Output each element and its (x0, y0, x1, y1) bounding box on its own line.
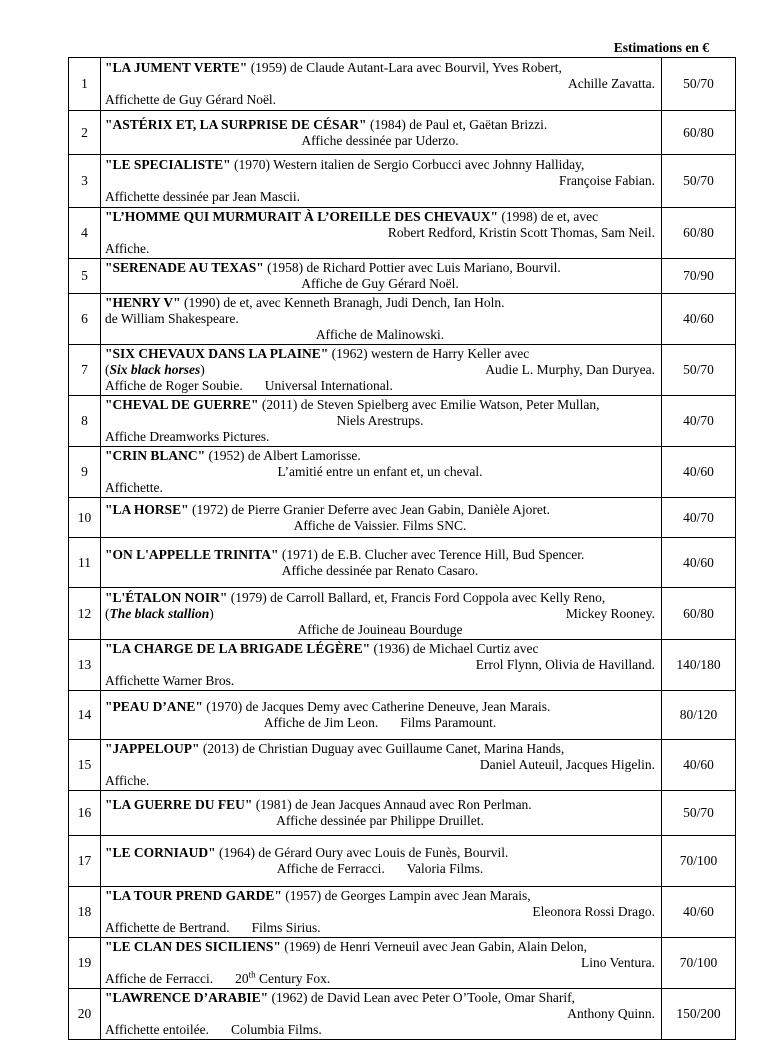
lot-line-2 (105, 362, 655, 378)
lot-line-2 (105, 657, 655, 673)
lot-number: 2 (69, 111, 101, 155)
film-details: (1936) de Michael Curtiz avec (370, 641, 539, 656)
lot-line-1 (105, 295, 655, 311)
lot-number: 12 (69, 588, 101, 640)
lot-line-1 (105, 209, 655, 225)
lot-line-2-text: Affiche dessinée par Renato Casaro. (281, 562, 479, 578)
film-title: "LAWRENCE D’ARABIE" (105, 990, 269, 1005)
lot-line-2-text: Achille Zavatta. (568, 76, 655, 91)
film-details: (1959) de Claude Autant-Lara avec Bourvil, Yves Robert, (247, 60, 562, 75)
lot-line-2-text: Errol Flynn, Olivia de Havilland. (475, 657, 655, 672)
lot-line-2 (105, 1006, 655, 1022)
film-title: "LA HORSE" (105, 501, 189, 517)
lot-line-3 (105, 480, 655, 496)
lot-number: 1 (69, 58, 101, 111)
lot-description (101, 447, 662, 498)
lot-row (69, 691, 736, 740)
lot-description (101, 396, 662, 447)
lot-estimate: 70/100 (662, 938, 736, 989)
lot-line-2 (105, 76, 655, 92)
film-details: (1970) Western italien de Sergio Corbucci avec Johnny Halliday, (230, 157, 585, 172)
lot-line-2-text: Affiche dessinée par Philippe Druillet. (276, 813, 484, 828)
lot-line-2-text: Robert Redford, Kristin Scott Thomas, Sam Neil. (387, 225, 655, 240)
superscript: th (248, 969, 256, 980)
lot-estimate: 40/70 (662, 498, 736, 538)
poster-info: Affichette de Guy Gérard Noël. (105, 92, 277, 107)
lot-line-1 (105, 157, 655, 173)
lot-number: 8 (69, 396, 101, 447)
film-title: "LE CLAN DES SICILIENS" (105, 939, 281, 954)
lot-row (69, 538, 736, 588)
lot-line-3 (105, 189, 655, 205)
lot-number: 9 (69, 447, 101, 498)
lot-row (69, 740, 736, 791)
lot-line-3 (105, 622, 655, 638)
lot-row (69, 155, 736, 208)
lot-line-1 (105, 699, 655, 715)
lot-number: 10 (69, 498, 101, 538)
lot-line-2-text: Eleonora Rossi Drago. (532, 904, 655, 919)
lot-line-2-text: Anthony Quinn. (567, 1006, 655, 1021)
film-details: (1979) de Carroll Ballard, et, Francis Ford Coppola avec Kelly Reno, (227, 589, 606, 605)
lot-line-2 (105, 464, 655, 480)
lot-estimate: 50/70 (662, 155, 736, 208)
lot-line-1 (105, 797, 655, 813)
lot-number: 4 (69, 208, 101, 259)
lot-line-1 (105, 990, 655, 1006)
film-title: "HENRY V" (105, 295, 181, 310)
lots-table-body (69, 58, 736, 1040)
lot-line-1 (105, 117, 655, 133)
film-details: (1952) de Albert Lamorisse. (205, 448, 361, 463)
lot-line-1 (105, 547, 655, 563)
original-title-text: The black stallion (109, 605, 210, 621)
lot-row (69, 345, 736, 396)
lot-line-1 (105, 888, 655, 904)
lot-estimate: 40/60 (662, 447, 736, 498)
lot-row (69, 396, 736, 447)
poster-info: Affichette. (105, 480, 163, 495)
lot-description (101, 58, 662, 111)
lot-number: 14 (69, 691, 101, 740)
lot-line-2 (105, 757, 655, 773)
poster-info: Affiche de Roger Soubie. (105, 378, 243, 393)
film-title: "CRIN BLANC" (105, 448, 206, 463)
film-details: (2013) de Christian Duguay avec Guillaume Canet, Marina Hands, (199, 741, 565, 756)
lot-line-1 (105, 448, 655, 464)
film-title: "JAPPELOUP" (105, 741, 200, 756)
lot-description (101, 111, 662, 155)
poster-info: Affiche de Malinowski. (315, 327, 445, 342)
cast: Mickey Rooney. (565, 605, 655, 621)
film-title: "SIX CHEVAUX DANS LA PLAINE" (105, 346, 329, 361)
lot-line-2-text: Daniel Auteuil, Jacques Higelin. (479, 757, 655, 772)
film-title: "SERENADE AU TEXAS" (105, 260, 264, 275)
poster-info: Affiche. (105, 241, 150, 256)
lot-estimate: 70/100 (662, 836, 736, 887)
lot-line-2 (105, 861, 655, 877)
lot-description (101, 588, 662, 640)
lot-description (101, 155, 662, 208)
lot-row (69, 588, 736, 640)
lot-line-2-text: Affiche de Vaissier. Films SNC. (293, 517, 467, 533)
studio: Columbia Films. (230, 1022, 322, 1037)
lot-number: 6 (69, 294, 101, 345)
film-title: "LE CORNIAUD" (105, 845, 216, 860)
lot-line-2-text: Affiche de Ferracci. (276, 861, 385, 876)
film-details: (1998) de et, avec (498, 209, 599, 224)
film-details: (1970) de Jacques Demy avec Catherine Deneuve, Jean Marais. (202, 699, 551, 714)
lot-line-2 (105, 715, 655, 731)
lot-line-3 (105, 327, 655, 343)
lot-line-2 (105, 225, 655, 241)
film-details: (1971) de E.B. Clucher avec Terence Hill, Bud Spencer. (278, 546, 585, 562)
lot-line-2 (105, 311, 655, 327)
lot-line-2 (105, 276, 655, 292)
lot-estimate: 50/70 (662, 345, 736, 396)
film-details: (1962) western de Harry Keller avec (328, 346, 530, 361)
film-title: "ASTÉRIX ET, LA SURPRISE DE CÉSAR" (105, 116, 367, 132)
lot-description (101, 938, 662, 989)
lot-number: 15 (69, 740, 101, 791)
lot-row (69, 887, 736, 938)
lot-row (69, 208, 736, 259)
lot-line-3 (105, 673, 655, 689)
film-title: "PEAU D’ANE" (105, 699, 203, 714)
film-details: (1964) de Gérard Oury avec Louis de Funès, Bourvil. (215, 845, 509, 860)
lot-description (101, 498, 662, 538)
estimates-header: Estimations en € (613, 40, 709, 55)
lot-line-3 (105, 92, 655, 108)
lot-estimate: 40/60 (662, 294, 736, 345)
lot-number: 17 (69, 836, 101, 887)
lot-description (101, 989, 662, 1040)
poster-info: Affiche Dreamworks Pictures. (105, 429, 270, 444)
poster-info: Affiche. (105, 773, 150, 788)
studio: Valoria Films. (406, 861, 484, 876)
lot-estimate: 70/90 (662, 259, 736, 294)
lot-estimate: 50/70 (662, 58, 736, 111)
lot-description (101, 640, 662, 691)
film-details: (2011) de Steven Spielberg avec Emilie Watson, Peter Mullan, (258, 397, 600, 412)
film-details: (1969) de Henri Verneuil avec Jean Gabin, Alain Delon, (280, 939, 587, 954)
studio: Universal International. (264, 378, 393, 393)
lot-row (69, 447, 736, 498)
film-details: (1957) de Georges Lampin avec Jean Marais, (281, 888, 531, 903)
lot-line-1 (105, 502, 655, 518)
lot-estimate: 40/60 (662, 538, 736, 588)
poster-info: Affichette de Bertrand. (105, 920, 230, 935)
lot-row (69, 989, 736, 1040)
lot-line-2-text: L’amitié entre un enfant et, un cheval. (277, 464, 483, 479)
lot-estimate: 140/180 (662, 640, 736, 691)
lot-line-2-text: de William Shakespeare. (105, 311, 239, 326)
lot-line-1 (105, 260, 655, 276)
lot-line-2-text: Niels Arestrups. (336, 413, 424, 428)
lot-description (101, 740, 662, 791)
lot-line-2 (105, 173, 655, 189)
lot-line-2 (105, 813, 655, 829)
poster-info: Affiche de Jouineau Bourduge (297, 621, 463, 637)
film-details: (1972) de Pierre Granier Deferre avec Jean Gabin, Danièle Ajoret. (188, 501, 550, 517)
film-title: "ON L'APPELLE TRINITA" (105, 546, 279, 562)
lot-line-2 (105, 413, 655, 429)
film-title: "LA CHARGE DE LA BRIGADE LÉGÈRE" (105, 641, 371, 656)
film-title: "LA JUMENT VERTE" (105, 60, 248, 75)
lot-number: 5 (69, 259, 101, 294)
lot-line-1 (105, 939, 655, 955)
lot-line-2 (105, 904, 655, 920)
lot-line-3 (105, 429, 655, 445)
lot-line-1 (105, 741, 655, 757)
film-details: (1958) de Richard Pottier avec Luis Mariano, Bourvil. (263, 260, 561, 275)
film-details: (1984) de Paul et, Gaëtan Brizzi. (366, 116, 548, 132)
original-title: (Six black horses) (105, 362, 205, 377)
lot-line-2-text: Françoise Fabian. (559, 173, 655, 188)
studio: 20th Century Fox. (235, 969, 331, 986)
film-details: (1981) de Jean Jacques Annaud avec Ron Perlman. (252, 797, 532, 812)
lot-number: 20 (69, 989, 101, 1040)
lot-line-2-text: Affiche de Guy Gérard Noël. (301, 276, 459, 291)
original-title: (The black stallion) (105, 605, 214, 621)
lot-estimate: 60/80 (662, 208, 736, 259)
film-title: "L'ÉTALON NOIR" (105, 589, 228, 605)
film-title: "LA TOUR PREND GARDE" (105, 888, 282, 903)
lot-row (69, 791, 736, 836)
poster-info: Affiche de Ferracci. (105, 971, 214, 986)
film-details: (1962) de David Lean avec Peter O’Toole, Omar Sharif, (268, 990, 575, 1005)
lot-number: 13 (69, 640, 101, 691)
lot-estimate: 150/200 (662, 989, 736, 1040)
lot-estimate: 50/70 (662, 791, 736, 836)
original-title-text: Six black horses (109, 362, 201, 377)
lot-estimate: 60/80 (662, 111, 736, 155)
lot-number: 3 (69, 155, 101, 208)
lot-description (101, 294, 662, 345)
poster-info: Affichette Warner Bros. (105, 673, 235, 688)
lot-line-2-text: Lino Ventura. (581, 955, 655, 970)
lot-number: 16 (69, 791, 101, 836)
lot-row (69, 259, 736, 294)
lot-line-3 (105, 920, 655, 936)
lot-line-1 (105, 845, 655, 861)
lot-description (101, 208, 662, 259)
lot-description (101, 836, 662, 887)
lot-line-3 (105, 378, 655, 394)
lot-description (101, 259, 662, 294)
lot-number: 18 (69, 887, 101, 938)
lot-row (69, 111, 736, 155)
lot-description (101, 887, 662, 938)
film-details: (1990) de et, avec Kenneth Branagh, Judi Dench, Ian Holn. (180, 295, 505, 310)
poster-info: Affichette entoilée. (105, 1022, 209, 1037)
lot-estimate: 80/120 (662, 691, 736, 740)
lot-line-2 (105, 518, 655, 534)
lot-estimate: 40/60 (662, 887, 736, 938)
lot-description (101, 691, 662, 740)
lot-line-1 (105, 590, 655, 606)
lot-description (101, 345, 662, 396)
cast: Audie L. Murphy, Dan Duryea. (485, 362, 655, 377)
lot-line-3 (105, 1022, 655, 1038)
lot-estimate: 60/80 (662, 588, 736, 640)
lot-line-3 (105, 971, 655, 987)
studio: Films Sirius. (251, 920, 321, 935)
film-title: "CHEVAL DE GUERRE" (105, 397, 259, 412)
lot-line-1 (105, 346, 655, 362)
studio: Films Paramount. (400, 715, 497, 730)
poster-info: Affichette dessinée par Jean Mascii. (105, 189, 301, 204)
lot-line-2 (105, 955, 655, 971)
lot-line-2-text: Affiche dessinée par Uderzo. (301, 132, 459, 148)
lot-line-3 (105, 241, 655, 257)
film-title: "L’HOMME QUI MURMURAIT À L’OREILLE DES CHEVAUX" (105, 209, 499, 224)
film-title: "LE SPECIALISTE" (105, 157, 231, 172)
lots-table (68, 57, 736, 1040)
lot-number: 19 (69, 938, 101, 989)
lot-line-2-text: Affiche de Jim Leon. (263, 715, 379, 730)
lot-line-1 (105, 397, 655, 413)
lot-estimate: 40/60 (662, 740, 736, 791)
lot-number: 11 (69, 538, 101, 588)
lot-row (69, 58, 736, 111)
lot-row (69, 294, 736, 345)
lot-line-3 (105, 773, 655, 789)
lot-line-1 (105, 641, 655, 657)
lot-row (69, 836, 736, 887)
lot-line-2 (105, 133, 655, 149)
lot-line-2 (105, 563, 655, 579)
lot-row (69, 498, 736, 538)
lot-row (69, 640, 736, 691)
lot-line-2 (105, 606, 655, 622)
lot-description (101, 791, 662, 836)
lot-row (69, 938, 736, 989)
lot-estimate: 40/70 (662, 396, 736, 447)
lot-number: 7 (69, 345, 101, 396)
lot-line-1 (105, 60, 655, 76)
lot-description (101, 538, 662, 588)
film-title: "LA GUERRE DU FEU" (105, 797, 253, 812)
